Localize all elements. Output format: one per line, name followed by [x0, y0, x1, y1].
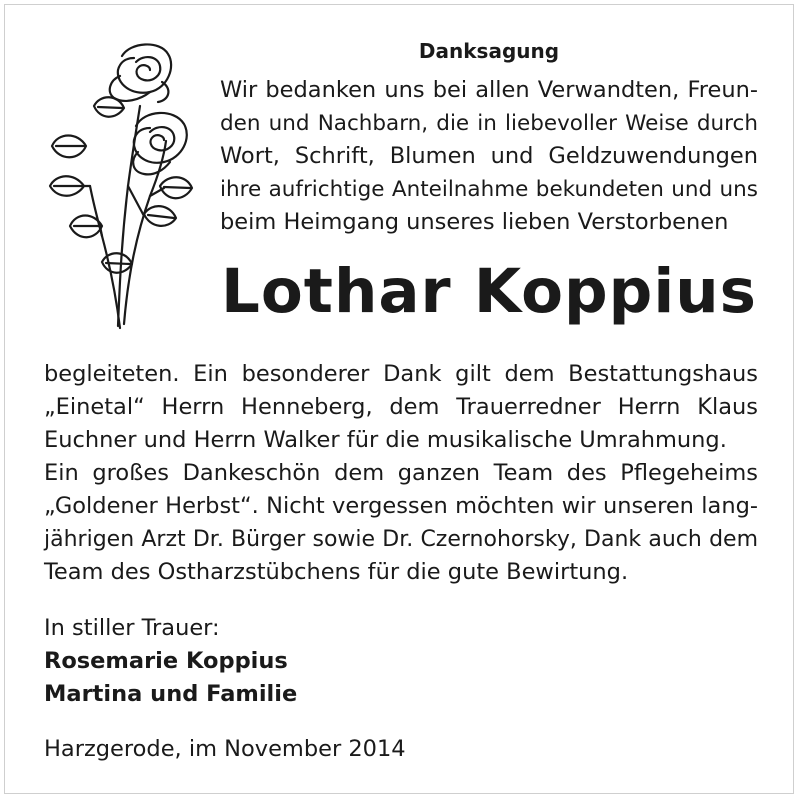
intro-line: beim Heimgang unseres lieben Verstorbenen — [220, 209, 729, 235]
body-line: Ein großes Dankeschön dem ganzen Team des Pflegeheims — [44, 460, 758, 486]
mourning-block — [44, 612, 297, 711]
body-line: „Einetal“ Herrn Henneberg, dem Trauerredner Herrn Klaus — [44, 394, 758, 420]
intro-line: Wir bedanken uns bei allen Verwandten, Freun- — [220, 77, 758, 103]
notice-heading: Danksagung — [418, 39, 560, 63]
mourner-name: Martina und Familie — [44, 681, 298, 707]
intro-paragraph — [220, 74, 758, 239]
mourner-name: Rosemarie Koppius — [44, 648, 288, 674]
intro-line: den und Nachbarn, die in liebevoller Weise durch — [220, 111, 758, 136]
deceased-name: Lothar Koppius — [221, 256, 757, 327]
body-line: jährigen Arzt Dr. Bürger sowie Dr. Czernohorsky, Dank auch dem — [44, 527, 758, 552]
intro-line: ihre aufrichtige Anteilnahme bekundeten und uns — [220, 177, 758, 202]
body-paragraph — [44, 358, 758, 589]
body-line: „Goldener Herbst“. Nicht vergessen möchten wir unseren lang- — [44, 493, 758, 519]
body-line: Euchner und Herrn Walker für die musikalische Umrahmung. — [44, 427, 727, 453]
mourning-label: In stiller Trauer: — [44, 615, 220, 641]
body-line: Team des Ostharzstübchens für die gute Bewirtung. — [44, 559, 629, 585]
intro-line: Wort, Schrift, Blumen und Geldzuwendungen — [220, 143, 758, 169]
rose-icon — [40, 36, 200, 331]
body-line: begleiteten. Ein besonderer Dank gilt dem Bestattungshaus — [44, 361, 758, 387]
place-date: Harzgerode, im November 2014 — [44, 736, 406, 762]
